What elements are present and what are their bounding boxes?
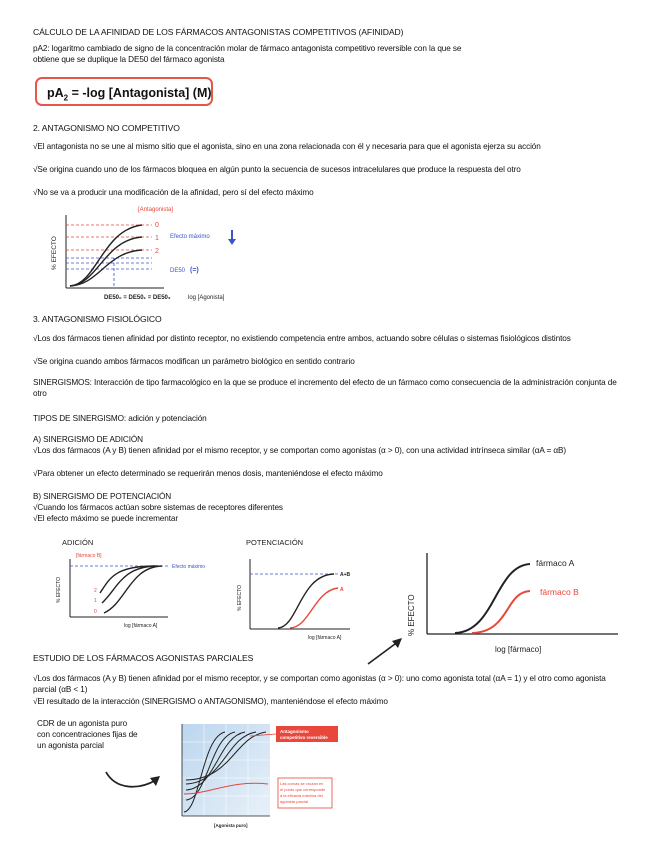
section-2-title: 2. ANTAGONISMO NO COMPETITIVO [33,123,180,133]
curve-1 [70,237,142,286]
level-label-0: 0 [155,222,159,229]
efecto-maximo-label: Efecto máximo [170,234,210,240]
curve-2 [70,250,142,286]
pa2-formula-box [35,77,213,106]
x-axis-label: log [Agonista] [188,295,225,301]
potenciacion-title: B) SINERGISMO DE POTENCIACIÓN [33,492,172,501]
farmaco-b-label: fármaco B [540,587,579,597]
potenciacion-y-axis-label: % EFECTO [237,584,243,611]
formula-subscript: 2 [63,93,69,103]
farmaco-ab-y-axis-label: % EFECTO [407,594,416,636]
farmaco-a-label: fármaco A [536,558,575,568]
farmaco-ab-x-axis-label: log [fármaco] [495,645,542,654]
adicion-title: A) SINERGISMO DE ADICIÓN [33,435,143,444]
formula-rest: = -log [Antagonista] (M) [71,86,212,100]
antagonismo-box-line-1: Antagonismo [280,729,309,734]
section-3-point-1: √Los dos fármacos tienen afinidad por distinto receptor, no existiendo competencia entre ambos, actuando sobre células o sistemas fisiológicos distintos [33,334,571,343]
farmaco-ab-figure [400,548,620,660]
diagonal-arrow-icon [366,636,406,668]
partial-agonists-title: ESTUDIO DE LOS FÁRMACOS AGONISTAS PARCIALES [33,653,254,663]
potenciacion-label-ab: A+B [340,572,351,578]
pa2-definition-line-2: obtiene que se duplique la DE50 del fármaco agonista [33,55,225,64]
de50-equal-label: (=) [190,267,199,274]
de50-label: DE50 [170,268,186,274]
adicion-level-0: 0 [94,609,97,615]
sinergismo-definition: SINERGISMOS: Interacción de tipo farmacológico en la que se produce el incremento del efecto de un fármaco como consecuencia de la administración conjunta de otro [33,378,617,398]
farmaco-b-curve [472,591,530,633]
adicion-y-axis-label: % EFECTO [56,576,62,603]
partial-agonists-point-1: √Los dos fármacos (A y B) tienen afinidad por el mismo receptor, y se comportan como agonistas (α > 0): uno como agonista total (αA = 1) y el otro como agonista parcial (αB < 1) [33,674,606,694]
cdr-caption-line-3: un agonista parcial [37,741,104,750]
note-line-4: agonista parcial [280,799,309,804]
adicion-figure-title: ADICIÓN [62,538,94,547]
level-label-2: 2 [155,248,159,255]
curve-0 [70,225,142,286]
y-axis-label: % EFECTO [51,236,58,270]
adicion-level-2: 2 [94,588,97,594]
section-2-point-2: √Se origina cuando uno de los fármacos bloquea en algún punto la secuencia de sucesos intracelulares que produce la respuesta del otro [33,165,521,174]
note-line-3: a la eficacia máxima del [280,793,323,798]
farmaco-a-curve [455,564,530,633]
pa2-formula [47,86,212,103]
page-title: CÁLCULO DE LA AFINIDAD DE LOS FÁRMACOS ANTAGONISTAS COMPETITIVOS (AFINIDAD) [33,27,404,37]
adicion-efecto-maximo: Efecto máximo [172,564,206,570]
antagonismo-box-line-2: competitivo reversible [280,735,328,740]
level-label-1: 1 [155,235,159,242]
section-2-point-1: √El antagonista no se une al mismo sitio que el agonista, sino en una zona relacionada con él y necesaria para que el agonista ejerza su acción [33,142,541,151]
sinergismo-types: TIPOS DE SINERGISMO: adición y potenciación [33,414,207,423]
adicion-point-2: √Para obtener un efecto determinado se requerirán menos dosis, manteniéndose el efecto máximo [33,469,383,478]
section-3-title: 3. ANTAGONISMO FISIOLÓGICO [33,314,162,324]
note-line-1: Las curvas se cruzan en [280,781,324,786]
curved-arrow-icon [104,766,164,792]
farmaco-b-label: [fármaco B] [76,553,102,559]
x-axis-bold-label: DE50₀ = DE50₁ = DE50₂ [104,295,171,301]
arrow-down-icon [228,230,236,245]
cdr-caption-line-1: CDR de un agonista puro [37,719,128,728]
potenciacion-label-a: A [340,587,344,593]
adicion-level-1: 1 [94,598,97,604]
potenciacion-point-2: √El efecto máximo se puede incrementar [33,514,178,523]
adicion-x-axis-label: log [fármaco A] [124,623,158,629]
adicion-point-1: √Los dos fármacos (A y B) tienen afinidad por el mismo receptor, y se comportan como agonistas (α > 0), con una actividad intrínseca similar (αA = αB) [33,446,566,455]
partial-agonists-point-2: √El resultado de la interacción (SINERGISMO o ANTAGONISMO), manteniéndose el efecto máximo [33,697,388,706]
pa2-definition-line-1: pA2: logaritmo cambiado de signo de la concentración molar de fármaco antagonista competitivo reversible con la que se [33,44,462,53]
section-3-point-2: √Se origina cuando ambos fármacos modifican un parámetro biológico en sentido contrario [33,357,355,366]
noncompetitive-figure [42,200,282,308]
note-line-2: el punto que corresponde [280,787,326,792]
adicion-figure [50,533,230,638]
antagonist-label: [Antagonista] [138,207,174,213]
potenciacion-point-1: √Cuando los fármacos actúan sobre sistemas de receptores diferentes [33,503,283,512]
potenciacion-figure-title: POTENCIACIÓN [246,538,304,547]
partial-agonist-figure [170,722,370,834]
partial-x-axis-label: [Agonista puro] [214,823,248,828]
potenciacion-curve-ab [278,574,334,628]
formula-pa: pA [47,86,64,100]
potenciacion-figure [230,533,370,643]
potenciacion-x-axis-label: log [fármaco A] [308,635,342,641]
cdr-caption-line-2: con concentraciones fijas de [37,730,138,739]
section-2-point-3: √No se va a producir una modificación de la afinidad, pero sí del efecto máximo [33,188,314,197]
